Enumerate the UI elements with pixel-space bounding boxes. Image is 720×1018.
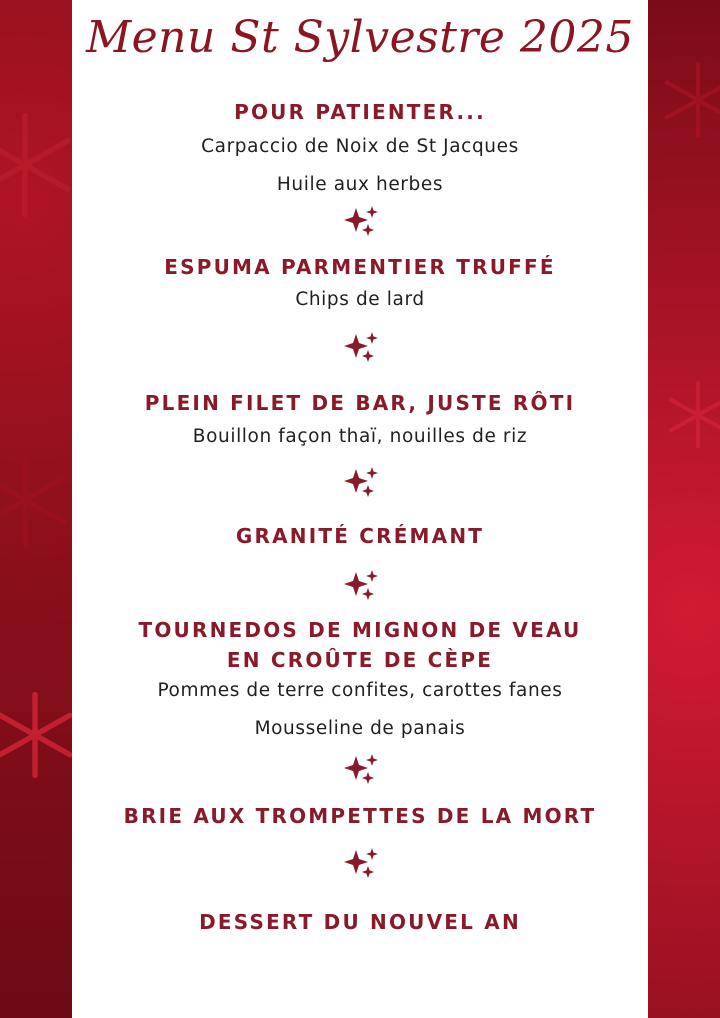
left-red-border	[0, 0, 72, 1018]
snowflake-icon	[663, 380, 720, 450]
sparkle-icon	[342, 846, 390, 882]
course-title: DESSERT DU NOUVEL AN	[199, 910, 521, 934]
course-title: GRANITÉ CRÉMANT	[235, 524, 485, 548]
course-detail: Chips de lard	[295, 289, 425, 310]
course-title: BRIE AUX TROMPETTES DE LA MORT	[123, 804, 597, 828]
right-red-border	[648, 0, 720, 1018]
course-detail: Pommes de terre confites, carottes fanes	[157, 680, 563, 701]
snowflake-icon	[0, 110, 72, 220]
sparkle-icon	[342, 204, 390, 240]
course-detail: Carpaccio de Noix de St Jacques	[201, 136, 519, 157]
course-title: POUR PATIENTER...	[234, 100, 486, 124]
course-title: PLEIN FILET DE BAR, JUSTE RÔTI	[144, 391, 576, 415]
sparkle-icon	[342, 465, 390, 501]
snowflake-icon	[0, 450, 72, 550]
sparkle-icon	[342, 568, 390, 604]
menu-title: Menu St Sylvestre 2025	[86, 12, 634, 63]
snowflake-icon	[658, 60, 720, 140]
course-title: TOURNEDOS DE MIGNON DE VEAU	[138, 618, 582, 642]
sparkle-icon	[342, 752, 390, 788]
snowflake-icon	[0, 690, 72, 780]
course-title: ESPUMA PARMENTIER TRUFFÉ	[164, 255, 556, 279]
sparkle-icon	[342, 330, 390, 366]
course-detail: Bouillon façon thaï, nouilles de riz	[192, 426, 528, 447]
course-detail: Mousseline de panais	[254, 718, 466, 739]
menu-card	[72, 0, 648, 1018]
course-title: EN CROÛTE DE CÈPE	[226, 648, 494, 672]
course-detail: Huile aux herbes	[276, 174, 444, 195]
